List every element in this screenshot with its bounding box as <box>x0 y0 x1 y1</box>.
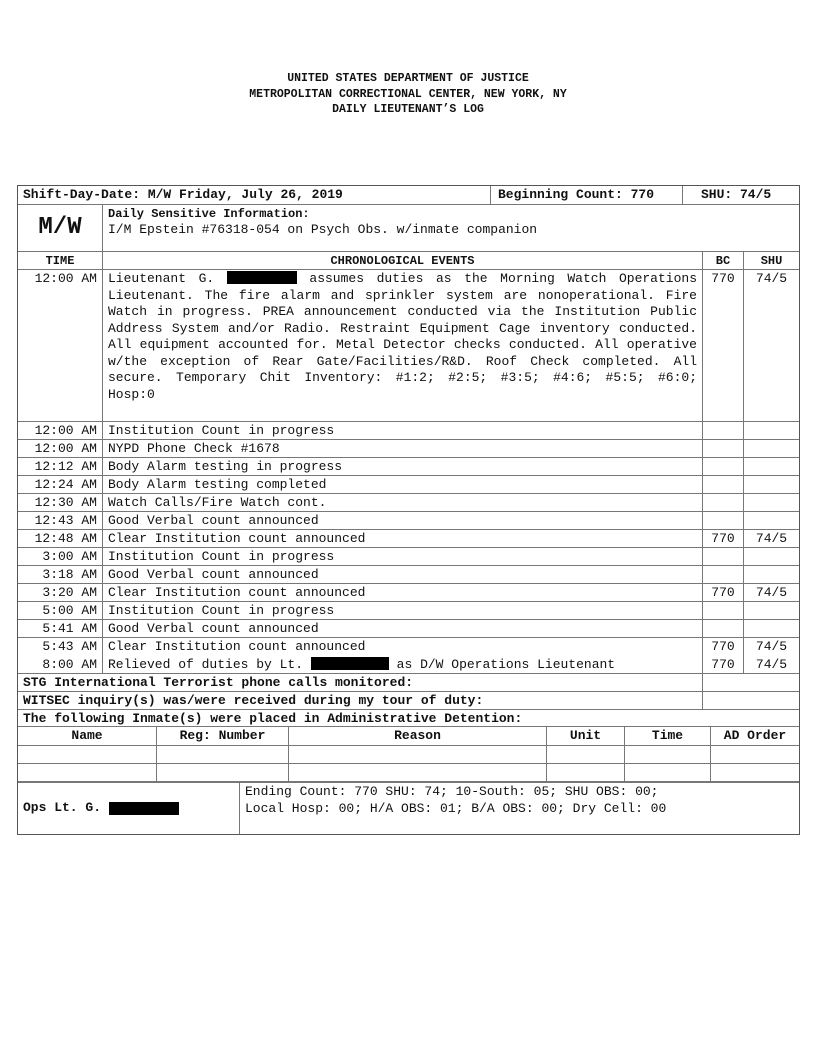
entry-bc: 770 <box>703 530 744 547</box>
entry-time: 12:00 AM <box>18 440 103 457</box>
ad-name-header: Name <box>18 727 157 745</box>
entry-event: Body Alarm testing in progress <box>103 458 703 475</box>
entry-time: 5:41 AM <box>18 620 103 637</box>
entry-bc <box>703 440 744 457</box>
ad-blank-row <box>18 746 799 764</box>
admin-detention-row <box>18 710 799 727</box>
admin-detention-label: The following Inmate(s) were placed in Administrative Detention: <box>23 711 523 726</box>
entry-bc <box>703 566 744 583</box>
ending-count <box>240 783 799 834</box>
facility-title: METROPOLITAN CORRECTIONAL CENTER, NEW YORK, NY <box>249 87 567 101</box>
ad-time-cell <box>625 764 711 781</box>
shu-column-header: SHU <box>760 254 783 268</box>
redaction-bar <box>311 657 389 670</box>
entry-bc <box>703 458 744 475</box>
entry-shu <box>744 494 799 511</box>
redaction-bar <box>227 271 297 284</box>
ending-count-line2: Local Hosp: 00; H/A OBS: 01; B/A OBS: 00; Dry Cell: 00 <box>245 800 667 816</box>
table-row <box>18 530 799 548</box>
ops-lt-label: Ops Lt. G. <box>23 800 102 816</box>
witsec-label: WITSEC inquiry(s) was/were received during my tour of duty: <box>18 692 703 709</box>
events-column-header: CHRONOLOGICAL EVENTS <box>103 252 703 269</box>
sensitive-text: I/M Epstein #76318-054 on Psych Obs. w/inmate companion <box>108 222 538 237</box>
table-row <box>18 512 799 530</box>
entry-shu <box>744 620 799 637</box>
entry-time: 12:12 AM <box>18 458 103 475</box>
ad-order-cell <box>711 746 799 763</box>
table-row <box>18 458 799 476</box>
entry-event: Good Verbal count announced <box>103 620 703 637</box>
entry-time: 12:43 AM <box>18 512 103 529</box>
entry-time: 3:18 AM <box>18 566 103 583</box>
entry-bc: 770 <box>703 584 744 601</box>
entry-bc <box>703 620 744 637</box>
ad-header-row <box>18 727 799 746</box>
entry-event-text: Relieved of duties by Lt. <box>108 657 304 672</box>
ad-name-cell <box>18 746 157 763</box>
entry-shu <box>744 566 799 583</box>
entry-shu: 74/5 <box>755 657 788 672</box>
entry-time: 12:00 AM <box>18 422 103 439</box>
table-row <box>18 476 799 494</box>
shift-day-date: Shift-Day-Date: M/W Friday, July 26, 2019 <box>18 186 491 204</box>
entry-shu <box>744 512 799 529</box>
ad-time-cell <box>625 746 711 763</box>
shift-code: M/W <box>18 205 103 251</box>
ad-order-header: AD Order <box>723 728 787 743</box>
entry-shu: 74/5 <box>755 531 788 546</box>
bc-column-header: BC <box>703 252 744 269</box>
ad-reg-cell <box>157 764 289 781</box>
entry-shu <box>744 440 799 457</box>
entry-time: 5:43 AM <box>18 638 103 656</box>
entry-time: 3:00 AM <box>18 548 103 565</box>
ad-blank-row <box>18 764 799 782</box>
log-entries <box>18 422 799 656</box>
table-row <box>18 422 799 440</box>
entry-event: Institution Count in progress <box>103 422 703 439</box>
daily-log-table <box>17 185 800 835</box>
entry-bc <box>703 494 744 511</box>
ad-reg-header: Reg: Number <box>157 727 289 745</box>
entry-shu <box>744 476 799 493</box>
entry-bc: 770 <box>703 270 744 421</box>
table-row <box>18 620 799 638</box>
stg-value <box>703 674 799 691</box>
ad-reason-header: Reason <box>289 727 547 745</box>
ad-reg-cell <box>157 746 289 763</box>
entry-bc <box>703 512 744 529</box>
entry-bc: 770 <box>703 638 744 656</box>
sensitive-info <box>103 205 799 251</box>
witsec-row <box>18 692 799 710</box>
entry-shu <box>744 548 799 565</box>
entry-shu: 74/5 <box>755 271 788 286</box>
table-row <box>18 440 799 458</box>
table-row <box>18 602 799 620</box>
entry-event: Institution Count in progress <box>103 602 703 619</box>
redaction-bar <box>109 802 179 815</box>
ending-count-line1: Ending Count: 770 SHU: 74; 10-South: 05; SHU OBS: 00; <box>245 784 659 799</box>
document-header <box>0 71 816 118</box>
entry-shu: 74/5 <box>755 639 788 654</box>
shu-count: SHU: 74/5 <box>701 187 772 202</box>
ad-time-header: Time <box>625 727 711 745</box>
entry-time: 5:00 AM <box>18 602 103 619</box>
ad-reason-cell <box>289 746 547 763</box>
entry-event <box>103 656 703 673</box>
entry-bc: 770 <box>703 656 744 673</box>
sensitive-label: Daily Sensitive Information: <box>108 207 310 221</box>
ad-unit-header: Unit <box>547 727 625 745</box>
entry-time: 12:00 AM <box>18 270 103 421</box>
witsec-value <box>703 692 799 709</box>
entry-time: 8:00 AM <box>18 656 103 673</box>
ad-unit-cell <box>547 764 625 781</box>
entry-shu <box>744 602 799 619</box>
sensitive-row <box>18 205 799 252</box>
ad-reason-cell <box>289 764 547 781</box>
stg-row <box>18 674 799 692</box>
table-row <box>18 548 799 566</box>
entry-event-text-cont: as D/W Operations Lieutenant <box>396 657 616 672</box>
ad-unit-cell <box>547 746 625 763</box>
shift-row <box>18 186 799 205</box>
events-header-row <box>18 252 799 270</box>
table-row <box>18 656 799 674</box>
entry-event-text: Lieutenant G. <box>108 271 215 286</box>
beginning-count: Beginning Count: 770 <box>491 186 683 204</box>
entry-event: Clear Institution count announced <box>103 638 703 656</box>
entry-shu <box>744 422 799 439</box>
entry-shu: 74/5 <box>755 585 788 600</box>
time-column-header: TIME <box>18 252 103 269</box>
entry-event: Clear Institution count announced <box>103 584 703 601</box>
entry-bc <box>703 422 744 439</box>
entry-event: Good Verbal count announced <box>103 566 703 583</box>
entry-event: Institution Count in progress <box>103 548 703 565</box>
table-row <box>18 270 799 422</box>
entry-time: 3:20 AM <box>18 584 103 601</box>
entry-event <box>103 270 703 421</box>
table-row <box>18 638 799 656</box>
entry-event: Clear Institution count announced <box>103 530 703 547</box>
entry-shu <box>744 458 799 475</box>
entry-bc <box>703 476 744 493</box>
ad-order-cell <box>711 764 799 781</box>
entry-event: Good Verbal count announced <box>103 512 703 529</box>
entry-bc <box>703 602 744 619</box>
entry-bc <box>703 548 744 565</box>
entry-time: 12:30 AM <box>18 494 103 511</box>
entry-time: 12:48 AM <box>18 530 103 547</box>
stg-label: STG International Terrorist phone calls monitored: <box>18 674 703 691</box>
entry-time: 12:24 AM <box>18 476 103 493</box>
table-row <box>18 494 799 512</box>
ad-name-cell <box>18 764 157 781</box>
footer-row <box>18 782 799 834</box>
ops-lt-signature <box>18 783 240 834</box>
table-row <box>18 566 799 584</box>
entry-event: Watch Calls/Fire Watch cont. <box>103 494 703 511</box>
table-row <box>18 584 799 602</box>
entry-event: Body Alarm testing completed <box>103 476 703 493</box>
entry-event-text-cont: assumes duties as the Morning Watch Operations Lieutenant. The fire alarm and sprinkler system are nonoperational. Fire Watch in progress. PREA announcement conducted via the Institution Public Address System and/or Radio. Restraint Equipment Cage inventory conducted. All equipment accounted for. Metal Detector checks conducted. All operative w/the exception of Rear Gate/Facilities/R&D. Roof Check completed. All secure. Temporary Chit Inventory: #1:2; #2:5; #3:5; #4:6; #5:5; #6:0; Hosp:0 <box>108 271 697 402</box>
log-title: DAILY LIEUTENANT’S LOG <box>332 103 484 116</box>
department-title: UNITED STATES DEPARTMENT OF JUSTICE <box>287 72 529 85</box>
entry-event: NYPD Phone Check #1678 <box>103 440 703 457</box>
